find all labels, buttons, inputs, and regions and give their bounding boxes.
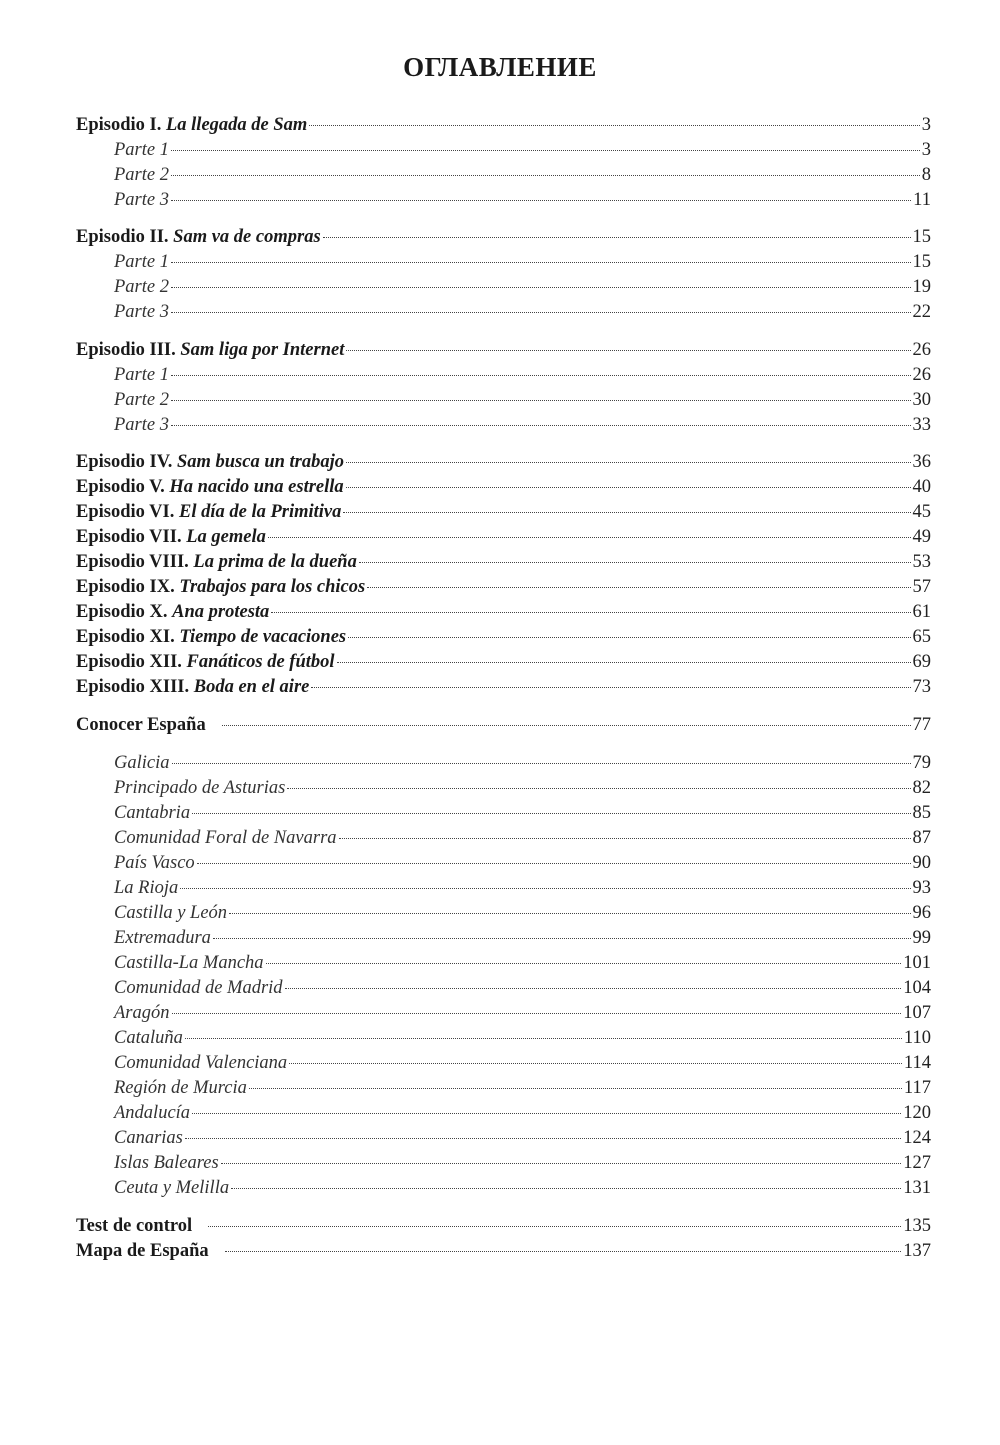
toc-subentry[interactable] bbox=[114, 851, 931, 875]
toc-entry-label bbox=[76, 450, 344, 474]
toc-subentry-label: Parte 3 bbox=[114, 302, 169, 322]
dot-leader bbox=[289, 1062, 902, 1064]
toc-subentry-label: La Rioja bbox=[114, 878, 179, 898]
page-number: 117 bbox=[903, 1078, 931, 1098]
dot-leader bbox=[171, 399, 911, 401]
toc-entry-label bbox=[76, 338, 344, 362]
toc-entry-prefix: Episodio X. bbox=[76, 602, 168, 622]
toc-subentry-label: Parte 1 bbox=[114, 140, 169, 160]
toc-entry-title: La gemela bbox=[186, 527, 266, 547]
toc-subentry[interactable] bbox=[114, 951, 931, 975]
toc-subentry-label: Comunidad Valenciana bbox=[114, 1053, 288, 1073]
page-number: 11 bbox=[913, 190, 931, 210]
dot-leader bbox=[271, 611, 910, 613]
page-number: 22 bbox=[912, 302, 931, 322]
toc-entry-label bbox=[76, 525, 266, 549]
dot-leader bbox=[359, 561, 911, 563]
dot-leader bbox=[311, 686, 910, 688]
toc-entry-label bbox=[76, 1239, 209, 1263]
page-number: 85 bbox=[912, 803, 931, 823]
toc-subentry[interactable] bbox=[114, 1151, 931, 1175]
dot-leader bbox=[287, 787, 910, 789]
toc-entry-prefix: Conocer España bbox=[76, 715, 206, 735]
toc-entry-title: Trabajos para los chicos bbox=[179, 577, 366, 597]
toc-entry-prefix: Episodio V. bbox=[76, 477, 165, 497]
toc-entry-prefix: Episodio XIII. bbox=[76, 677, 190, 697]
page-number: 114 bbox=[903, 1053, 931, 1073]
dot-leader bbox=[171, 424, 911, 426]
page-number: 93 bbox=[912, 878, 931, 898]
page-number: 26 bbox=[912, 340, 931, 360]
toc-subentry[interactable] bbox=[114, 776, 931, 800]
dot-leader bbox=[346, 461, 910, 463]
toc-entry-prefix: Episodio I. bbox=[76, 115, 162, 135]
page-number: 131 bbox=[903, 1178, 931, 1198]
dot-leader bbox=[222, 724, 911, 726]
toc-entry-label bbox=[76, 475, 344, 499]
toc-entry-prefix: Episodio II. bbox=[76, 227, 169, 247]
toc-entry-prefix: Episodio VII. bbox=[76, 527, 182, 547]
toc-entry-title: Fanáticos de fútbol bbox=[186, 652, 335, 672]
page-number: 49 bbox=[912, 527, 931, 547]
toc-subentry-label: Comunidad de Madrid bbox=[114, 978, 283, 998]
page-number: 61 bbox=[912, 602, 931, 622]
toc-entry-prefix: Episodio VI. bbox=[76, 502, 175, 522]
toc-entry[interactable] bbox=[76, 650, 931, 674]
toc-entry-label bbox=[76, 113, 307, 137]
page-number: 135 bbox=[903, 1216, 931, 1236]
toc-subentry-label: Comunidad Foral de Navarra bbox=[114, 828, 337, 848]
dot-leader bbox=[225, 1250, 902, 1252]
toc-subentry-label: Parte 2 bbox=[114, 165, 169, 185]
toc-entry-prefix: Episodio IV. bbox=[76, 452, 173, 472]
toc-entry-title: Sam liga por Internet bbox=[180, 340, 345, 360]
dot-leader bbox=[268, 536, 911, 538]
toc-subentry-label: Principado de Asturias bbox=[114, 778, 286, 798]
toc-subentry[interactable] bbox=[114, 163, 931, 187]
toc-subentry-label: Parte 3 bbox=[114, 190, 169, 210]
toc-subentry-label: Andalucía bbox=[114, 1103, 191, 1123]
dot-leader bbox=[208, 1225, 901, 1227]
toc-subentry[interactable] bbox=[114, 1026, 931, 1050]
toc-subentry[interactable] bbox=[114, 751, 931, 775]
page-number: 65 bbox=[912, 627, 931, 647]
toc-entry-prefix: Episodio XII. bbox=[76, 652, 182, 672]
toc-subentry-label: Parte 2 bbox=[114, 390, 169, 410]
page-number: 82 bbox=[912, 778, 931, 798]
toc-entry[interactable] bbox=[76, 338, 931, 362]
dot-leader bbox=[221, 1162, 902, 1164]
page-number: 96 bbox=[912, 903, 931, 923]
page-number: 53 bbox=[912, 552, 931, 572]
toc-entry-prefix: Test de control bbox=[76, 1216, 193, 1236]
toc-subentry-label: Parte 2 bbox=[114, 277, 169, 297]
toc-subentry[interactable] bbox=[114, 1001, 931, 1025]
page-number: 104 bbox=[903, 978, 931, 998]
toc-entry-title: Tiempo de vacaciones bbox=[179, 627, 347, 647]
toc-subentry-label: Aragón bbox=[114, 1003, 170, 1023]
toc-subentry-label: Cataluña bbox=[114, 1028, 183, 1048]
toc-subentry-label: Castilla y León bbox=[114, 903, 228, 923]
toc-entry[interactable] bbox=[76, 1214, 931, 1238]
toc-subentry-label: Canarias bbox=[114, 1128, 183, 1148]
page-number: 15 bbox=[912, 252, 931, 272]
page-number: 15 bbox=[912, 227, 931, 247]
toc-entry-label bbox=[76, 225, 321, 249]
toc-subentry[interactable] bbox=[114, 363, 931, 387]
dot-leader bbox=[337, 661, 911, 663]
page-number: 40 bbox=[912, 477, 931, 497]
toc-entry-label bbox=[76, 500, 341, 524]
dot-leader bbox=[172, 1012, 902, 1014]
toc-entry-title: Sam va de compras bbox=[173, 227, 321, 247]
dot-leader bbox=[285, 987, 902, 989]
page-number: 3 bbox=[921, 140, 931, 160]
page-number: 120 bbox=[903, 1103, 931, 1123]
toc-subentry[interactable] bbox=[114, 1076, 931, 1100]
toc-entry-prefix: Episodio III. bbox=[76, 340, 176, 360]
page-title: ОГЛАВЛЕНИЕ bbox=[403, 52, 597, 82]
toc-entry-title: Ana protesta bbox=[172, 602, 270, 622]
dot-leader bbox=[172, 762, 911, 764]
dot-leader bbox=[346, 486, 911, 488]
toc-entry-prefix: Episodio VIII. bbox=[76, 552, 189, 572]
toc-entry-prefix: Episodio XI. bbox=[76, 627, 175, 647]
page-number: 33 bbox=[912, 415, 931, 435]
toc-entry[interactable] bbox=[76, 500, 931, 524]
toc-subentry[interactable] bbox=[114, 275, 931, 299]
dot-leader bbox=[185, 1037, 902, 1039]
toc-entry[interactable] bbox=[76, 113, 931, 137]
toc-entry[interactable] bbox=[76, 1239, 931, 1263]
dot-leader bbox=[171, 149, 920, 151]
page-number: 99 bbox=[912, 928, 931, 948]
toc-entry-label bbox=[76, 650, 335, 674]
page-number: 137 bbox=[903, 1241, 931, 1261]
dot-leader bbox=[180, 887, 910, 889]
dot-leader bbox=[192, 812, 910, 814]
toc-subentry[interactable] bbox=[114, 901, 931, 925]
page-number: 26 bbox=[912, 365, 931, 385]
page-number: 87 bbox=[912, 828, 931, 848]
toc-subentry-label: Castilla-La Mancha bbox=[114, 953, 264, 973]
toc-subentry-label: Ceuta y Melilla bbox=[114, 1178, 230, 1198]
toc-entry[interactable] bbox=[76, 550, 931, 574]
toc-entry-title: La prima de la dueña bbox=[193, 552, 357, 572]
toc-entry-label bbox=[76, 575, 365, 599]
page-number: 8 bbox=[921, 165, 931, 185]
toc-subentry-label: Región de Murcia bbox=[114, 1078, 247, 1098]
toc-subentry[interactable] bbox=[114, 926, 931, 950]
dot-leader bbox=[192, 1112, 901, 1114]
toc-subentry-label: Cantabria bbox=[114, 803, 191, 823]
page-number: 30 bbox=[912, 390, 931, 410]
dot-leader bbox=[171, 199, 911, 201]
toc-entry-label bbox=[76, 713, 206, 737]
toc-subentry[interactable] bbox=[114, 801, 931, 825]
page-number: 107 bbox=[903, 1003, 931, 1023]
toc-entry-prefix: Episodio IX. bbox=[76, 577, 175, 597]
dot-leader bbox=[171, 374, 911, 376]
dot-leader bbox=[339, 837, 911, 839]
page-number: 101 bbox=[903, 953, 931, 973]
page-number: 19 bbox=[912, 277, 931, 297]
dot-leader bbox=[171, 286, 911, 288]
page-number: 36 bbox=[912, 452, 931, 472]
toc-entry[interactable] bbox=[76, 713, 931, 737]
toc-entry-label bbox=[76, 550, 357, 574]
dot-leader bbox=[367, 586, 910, 588]
toc-entry-label bbox=[76, 1214, 192, 1238]
toc-subentry[interactable] bbox=[114, 188, 931, 212]
dot-leader bbox=[171, 174, 920, 176]
page-number: 90 bbox=[912, 853, 931, 873]
toc-subentry-label: Parte 3 bbox=[114, 415, 169, 435]
dot-leader bbox=[229, 912, 910, 914]
page-number: 3 bbox=[921, 115, 931, 135]
toc-subentry[interactable] bbox=[114, 876, 931, 900]
toc-subentry[interactable] bbox=[114, 1126, 931, 1150]
toc-subentry[interactable] bbox=[114, 1176, 931, 1200]
page-number: 57 bbox=[912, 577, 931, 597]
toc-entry[interactable] bbox=[76, 475, 931, 499]
dot-leader bbox=[171, 261, 911, 263]
toc-subentry[interactable] bbox=[114, 976, 931, 1000]
toc-subentry[interactable] bbox=[114, 138, 931, 162]
toc-subentry-label: Parte 1 bbox=[114, 252, 169, 272]
toc-subentry-label: Islas Baleares bbox=[114, 1153, 219, 1173]
toc-entry-title: Sam busca un trabajo bbox=[176, 452, 345, 472]
toc-entry-title: Ha nacido una estrella bbox=[169, 477, 344, 497]
toc-entry-title: La llegada de Sam bbox=[165, 115, 308, 135]
toc-subentry[interactable] bbox=[114, 1101, 931, 1125]
toc-entry-label bbox=[76, 675, 309, 699]
dot-leader bbox=[309, 124, 919, 126]
toc-subentry-label: Parte 1 bbox=[114, 365, 169, 385]
page-number: 79 bbox=[912, 753, 931, 773]
toc-subentry-label: Galicia bbox=[114, 753, 170, 773]
dot-leader bbox=[323, 236, 911, 238]
page-number: 110 bbox=[903, 1028, 931, 1048]
dot-leader bbox=[231, 1187, 901, 1189]
toc-subentry[interactable] bbox=[114, 413, 931, 437]
toc-entry[interactable] bbox=[76, 600, 931, 624]
dot-leader bbox=[213, 937, 911, 939]
toc-subentry-label: País Vasco bbox=[114, 853, 195, 873]
dot-leader bbox=[343, 511, 910, 513]
toc-entry-title: El día de la Primitiva bbox=[179, 502, 342, 522]
page-number: 77 bbox=[912, 715, 931, 735]
page-number: 124 bbox=[903, 1128, 931, 1148]
toc-entry-label bbox=[76, 625, 346, 649]
toc-entry[interactable] bbox=[76, 525, 931, 549]
dot-leader bbox=[171, 311, 911, 313]
toc-subentry[interactable] bbox=[114, 826, 931, 850]
toc-entry[interactable] bbox=[76, 450, 931, 474]
toc-subentry[interactable] bbox=[114, 300, 931, 324]
toc-entry[interactable] bbox=[76, 675, 931, 699]
toc-entry-prefix: Mapa de España bbox=[76, 1241, 209, 1261]
page-number: 69 bbox=[912, 652, 931, 672]
dot-leader bbox=[249, 1087, 902, 1089]
toc-subentry[interactable] bbox=[114, 1051, 931, 1075]
dot-leader bbox=[348, 636, 910, 638]
toc-subentry[interactable] bbox=[114, 250, 931, 274]
page-number: 73 bbox=[912, 677, 931, 697]
page-number: 45 bbox=[912, 502, 931, 522]
toc-entry[interactable] bbox=[76, 225, 931, 249]
page-number: 127 bbox=[903, 1153, 931, 1173]
toc-entry[interactable] bbox=[76, 625, 931, 649]
dot-leader bbox=[266, 962, 902, 964]
dot-leader bbox=[197, 862, 911, 864]
toc-subentry[interactable] bbox=[114, 388, 931, 412]
toc-entry[interactable] bbox=[76, 575, 931, 599]
toc-entry-title: Boda en el aire bbox=[193, 677, 310, 697]
dot-leader bbox=[185, 1137, 901, 1139]
dot-leader bbox=[346, 349, 910, 351]
toc-entry-label bbox=[76, 600, 269, 624]
toc-subentry-label: Extremadura bbox=[114, 928, 211, 948]
